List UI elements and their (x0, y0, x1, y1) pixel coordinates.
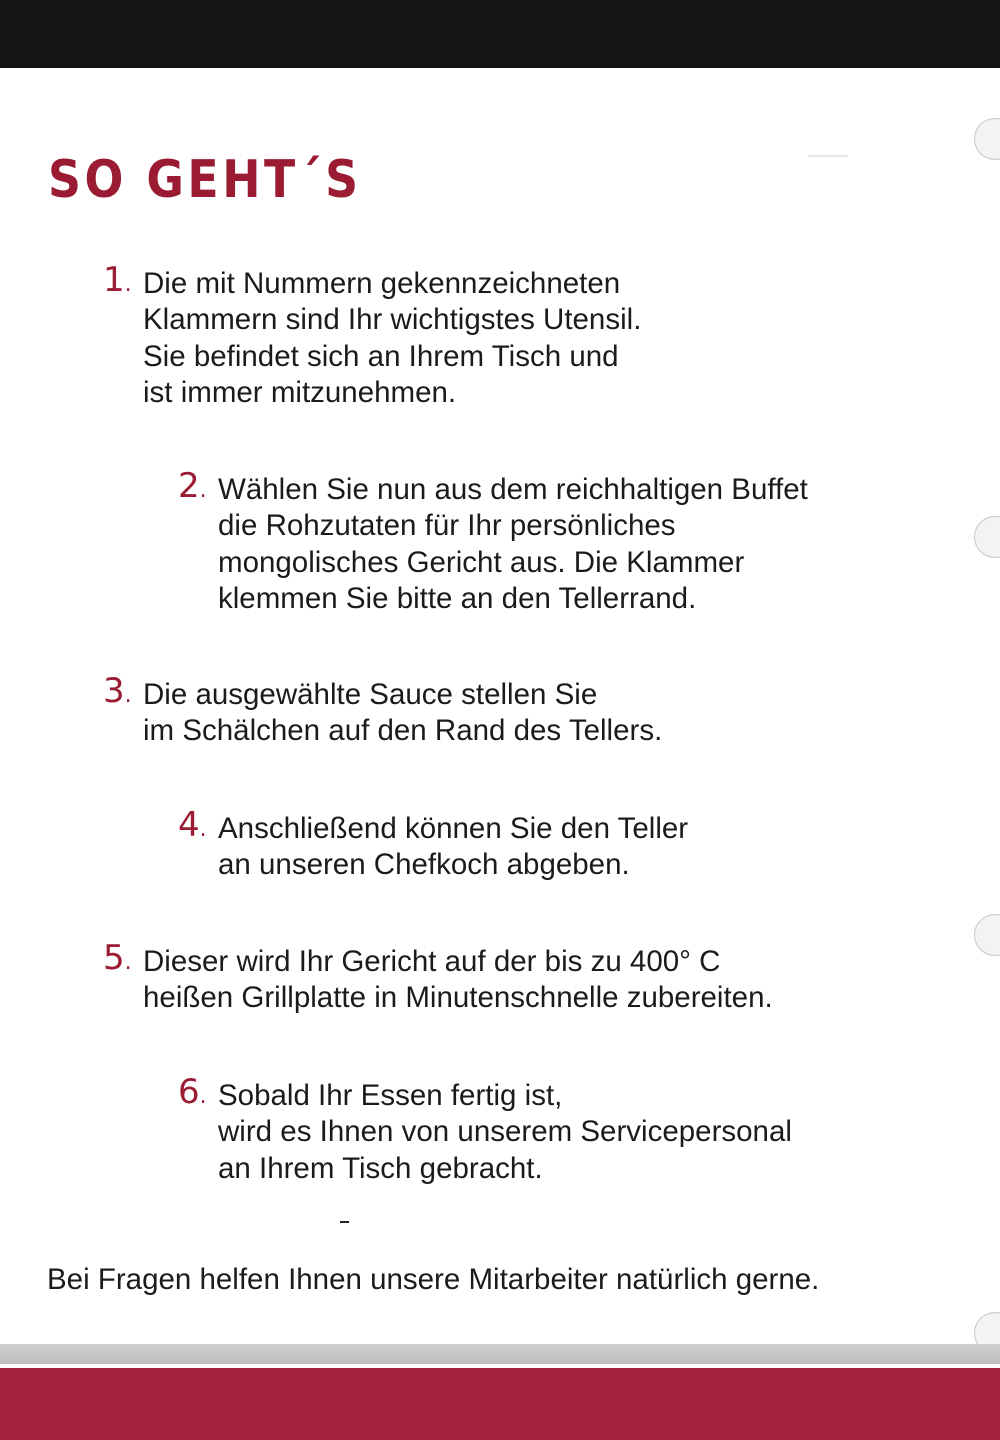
step-number: 4. (178, 805, 207, 845)
step-text: Dieser wird Ihr Gericht auf der bis zu 400° C heißen Grillplatte in Minutenschnelle zubereiten. (143, 945, 773, 1015)
step-number: 1. (103, 260, 132, 300)
page-title: SO GEHT´S (48, 150, 362, 210)
grey-band (0, 1344, 1000, 1364)
step-number: 5. (103, 938, 132, 978)
decorative-dash (808, 155, 848, 157)
step-text: Die ausgewählte Sauce stellen Sie im Schälchen auf den Rand des Tellers. (143, 678, 663, 748)
step-text: Wählen Sie nun aus dem reichhaltigen Buffet die Rohzutaten für Ihr persönliches mongolisches Gericht aus. Die Klammer klemmen Sie bitte an den Tellerrand. (218, 473, 808, 615)
punch-hole-3 (974, 914, 1000, 956)
step-number: 3. (103, 671, 132, 711)
stray-mark (340, 1221, 349, 1223)
top-black-bar (0, 0, 1000, 68)
step-number: 6. (178, 1072, 207, 1112)
step-text: Sobald Ihr Essen fertig ist, wird es Ihnen von unserem Servicepersonal an Ihrem Tisch gebracht. (218, 1079, 792, 1185)
punch-hole-2 (974, 516, 1000, 558)
step-number: 2. (178, 466, 207, 506)
step-text: Anschließend können Sie den Teller an unseren Chefkoch abgeben. (218, 812, 689, 882)
footer-note: Bei Fragen helfen Ihnen unsere Mitarbeiter natürlich gerne. (47, 1263, 820, 1296)
red-band (0, 1368, 1000, 1440)
punch-hole-1 (974, 118, 1000, 160)
step-text: Die mit Nummern gekennzeichneten Klammern sind Ihr wichtigstes Utensil. Sie befindet sich an Ihrem Tisch und ist immer mitzunehmen. (143, 267, 642, 409)
